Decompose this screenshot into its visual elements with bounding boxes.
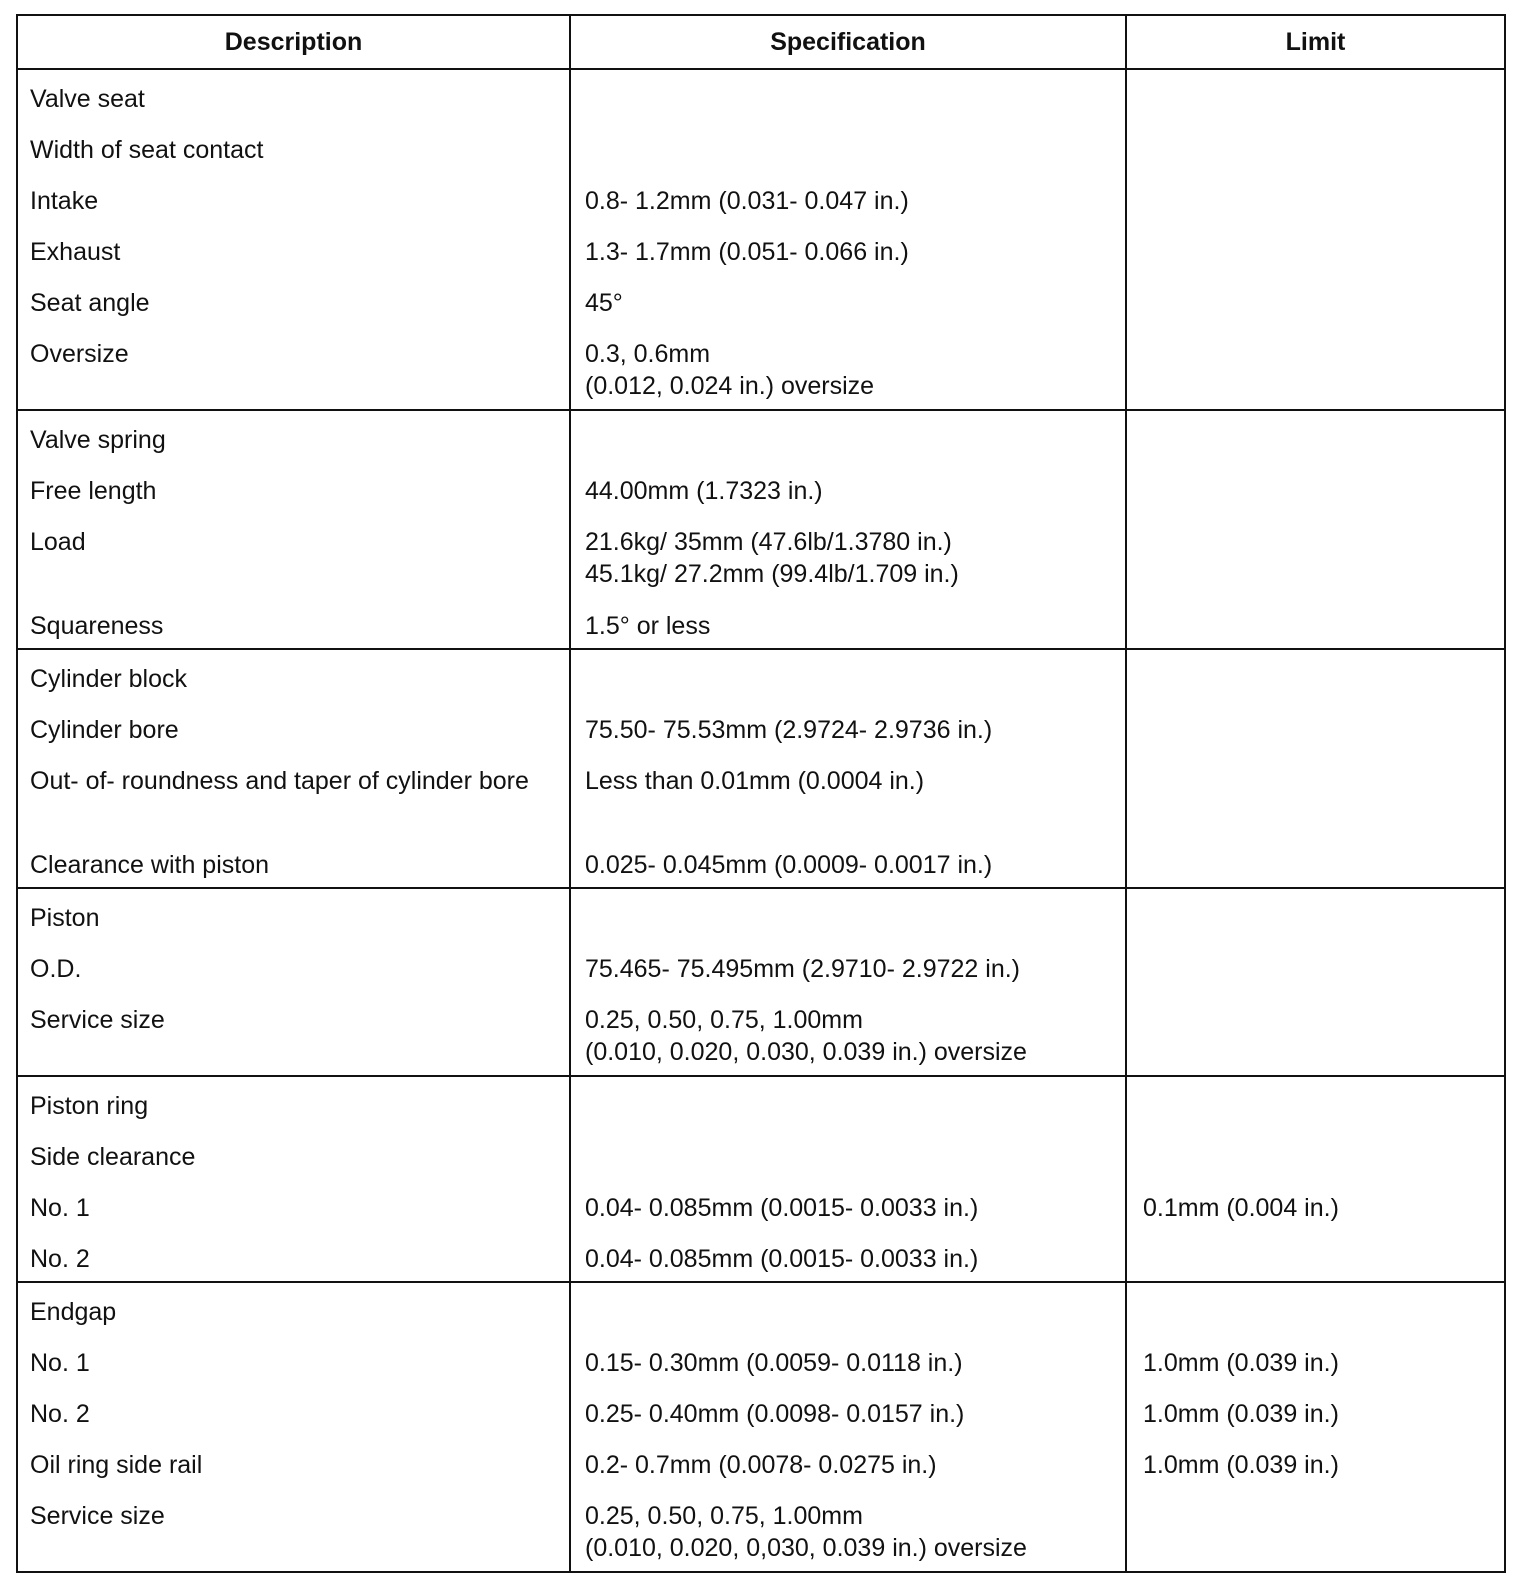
description-cell — [17, 410, 570, 649]
spec-line — [571, 513, 1125, 597]
limit-text: 1.0mm (0.039 in.) — [1143, 1451, 1339, 1479]
limit-line — [1127, 1077, 1504, 1128]
desc-text: Valve seat — [30, 85, 145, 113]
table-body — [17, 69, 1505, 1572]
spec-line — [571, 172, 1125, 223]
limit-cell — [1126, 888, 1505, 1076]
limit-cell — [1126, 410, 1505, 649]
desc-line — [18, 462, 569, 513]
limit-line — [1127, 1128, 1504, 1179]
limit-line — [1127, 172, 1504, 223]
spec-text: 45° — [585, 289, 623, 317]
spec-text: Less than 0.01mm (0.0004 in.) — [585, 767, 925, 795]
desc-text: Clearance with piston — [30, 851, 270, 879]
spec-text: 0.25, 0.50, 0.75, 1.00mm — [585, 1006, 863, 1034]
limit-line — [1127, 1334, 1504, 1385]
header-row — [17, 15, 1505, 69]
desc-text: Seat angle — [30, 289, 150, 317]
desc-line — [18, 991, 569, 1075]
spec-text: 1.5° or less — [585, 612, 711, 640]
desc-line — [18, 1487, 569, 1571]
spec-line — [571, 1230, 1125, 1281]
spec-line — [571, 1128, 1125, 1179]
limit-line — [1127, 889, 1504, 940]
spec-text-line2: (0.012, 0.024 in.) oversize — [585, 372, 875, 400]
desc-text: Endgap — [30, 1298, 117, 1326]
desc-text: No. 2 — [30, 1245, 90, 1273]
desc-text: No. 1 — [30, 1349, 90, 1377]
limit-line — [1127, 411, 1504, 462]
header-limit: Limit — [1126, 15, 1505, 69]
desc-text: O.D. — [30, 955, 82, 983]
desc-text: Free length — [30, 477, 157, 505]
desc-line — [18, 325, 569, 409]
desc-line — [18, 223, 569, 274]
specification-cell — [570, 1282, 1126, 1572]
spec-line — [571, 411, 1125, 462]
desc-text: Service size — [30, 1502, 165, 1530]
specification-cell — [570, 649, 1126, 888]
limit-text: 1.0mm (0.039 in.) — [1143, 1349, 1339, 1377]
desc-line — [18, 836, 569, 887]
limit-line — [1127, 70, 1504, 121]
desc-line — [18, 1283, 569, 1334]
desc-text: Oversize — [30, 340, 129, 368]
spec-line — [571, 1283, 1125, 1334]
spec-line — [571, 597, 1125, 648]
spec-line — [571, 70, 1125, 121]
limit-cell — [1126, 69, 1505, 410]
table-row — [17, 410, 1505, 649]
spec-line — [571, 836, 1125, 887]
description-cell — [17, 1282, 570, 1572]
header-specification: Specification — [570, 15, 1126, 69]
spec-line — [571, 325, 1125, 409]
spec-text-line2: (0.010, 0.020, 0,030, 0.039 in.) oversize — [585, 1534, 1027, 1562]
desc-text: Oil ring side rail — [30, 1451, 203, 1479]
limit-line — [1127, 121, 1504, 172]
limit-line — [1127, 940, 1504, 991]
desc-line — [18, 650, 569, 701]
desc-text: Exhaust — [30, 238, 121, 266]
desc-line — [18, 121, 569, 172]
spec-line — [571, 274, 1125, 325]
desc-line — [18, 940, 569, 991]
desc-line — [18, 1230, 569, 1281]
spec-line — [571, 1436, 1125, 1487]
limit-line — [1127, 1179, 1504, 1230]
desc-line — [18, 513, 569, 597]
desc-text: Service size — [30, 1006, 165, 1034]
desc-text: Side clearance — [30, 1143, 196, 1171]
desc-text: No. 2 — [30, 1400, 90, 1428]
limit-cell — [1126, 1282, 1505, 1572]
spec-line — [571, 701, 1125, 752]
specification-cell — [570, 410, 1126, 649]
table-row — [17, 69, 1505, 410]
spec-text: 21.6kg/ 35mm (47.6lb/1.3780 in.) — [585, 528, 952, 556]
spec-text: 0.3, 0.6mm — [585, 340, 711, 368]
spec-text: 0.025- 0.045mm (0.0009- 0.0017 in.) — [585, 851, 993, 879]
spec-line — [571, 1179, 1125, 1230]
desc-text: Out- of- roundness and taper of cylinder bore — [30, 767, 529, 795]
specification-cell — [570, 69, 1126, 410]
limit-line — [1127, 991, 1504, 1075]
spec-line — [571, 889, 1125, 940]
limit-line — [1127, 1487, 1504, 1571]
spec-line — [571, 1385, 1125, 1436]
limit-line — [1127, 701, 1504, 752]
desc-text: No. 1 — [30, 1194, 90, 1222]
desc-line — [18, 411, 569, 462]
limit-line — [1127, 325, 1504, 409]
limit-cell — [1126, 649, 1505, 888]
spec-text: 0.8- 1.2mm (0.031- 0.047 in.) — [585, 187, 909, 215]
table-row — [17, 888, 1505, 1076]
description-cell — [17, 649, 570, 888]
limit-line — [1127, 223, 1504, 274]
description-cell — [17, 1076, 570, 1282]
desc-line — [18, 752, 569, 836]
spec-text: 75.50- 75.53mm (2.9724- 2.9736 in.) — [585, 716, 993, 744]
desc-line — [18, 889, 569, 940]
limit-line — [1127, 650, 1504, 701]
table-row — [17, 1076, 1505, 1282]
description-cell — [17, 888, 570, 1076]
desc-line — [18, 70, 569, 121]
limit-text: 0.1mm (0.004 in.) — [1143, 1194, 1339, 1222]
spec-text: 0.2- 0.7mm (0.0078- 0.0275 in.) — [585, 1451, 937, 1479]
desc-line — [18, 1179, 569, 1230]
spec-text: 0.25- 0.40mm (0.0098- 0.0157 in.) — [585, 1400, 965, 1428]
spec-text: 44.00mm (1.7323 in.) — [585, 477, 823, 505]
spec-text: 0.04- 0.085mm (0.0015- 0.0033 in.) — [585, 1194, 979, 1222]
spec-text-line2: (0.010, 0.020, 0.030, 0.039 in.) oversize — [585, 1038, 1027, 1066]
spec-line — [571, 940, 1125, 991]
limit-line — [1127, 1385, 1504, 1436]
spec-text: 1.3- 1.7mm (0.051- 0.066 in.) — [585, 238, 909, 266]
desc-text: Width of seat contact — [30, 136, 264, 164]
spec-line — [571, 650, 1125, 701]
spec-text-line2: 45.1kg/ 27.2mm (99.4lb/1.709 in.) — [585, 560, 959, 588]
limit-line — [1127, 597, 1504, 648]
desc-line — [18, 172, 569, 223]
spec-line — [571, 752, 1125, 836]
desc-line — [18, 1128, 569, 1179]
description-cell — [17, 69, 570, 410]
limit-line — [1127, 1283, 1504, 1334]
spec-line — [571, 991, 1125, 1075]
desc-line — [18, 1385, 569, 1436]
specification-cell — [570, 888, 1126, 1076]
desc-text: Piston — [30, 904, 100, 932]
spec-text: 0.15- 0.30mm (0.0059- 0.0118 in.) — [585, 1349, 963, 1377]
spec-text: 0.04- 0.085mm (0.0015- 0.0033 in.) — [585, 1245, 979, 1273]
spec-line — [571, 1334, 1125, 1385]
header-description: Description — [17, 15, 570, 69]
spec-text: 75.465- 75.495mm (2.9710- 2.9722 in.) — [585, 955, 1020, 983]
specification-cell — [570, 1076, 1126, 1282]
limit-line — [1127, 1436, 1504, 1487]
limit-line — [1127, 462, 1504, 513]
limit-line — [1127, 274, 1504, 325]
spec-text: 0.25, 0.50, 0.75, 1.00mm — [585, 1502, 863, 1530]
table-row — [17, 1282, 1505, 1572]
desc-line — [18, 701, 569, 752]
spec-line — [571, 223, 1125, 274]
desc-line — [18, 1077, 569, 1128]
limit-line — [1127, 836, 1504, 887]
desc-text: Piston ring — [30, 1092, 149, 1120]
limit-cell — [1126, 1076, 1505, 1282]
desc-text: Cylinder block — [30, 665, 188, 693]
spec-line — [571, 1487, 1125, 1571]
spec-line — [571, 1077, 1125, 1128]
desc-text: Cylinder bore — [30, 716, 179, 744]
desc-text: Valve spring — [30, 426, 166, 454]
desc-text: Intake — [30, 187, 99, 215]
desc-line — [18, 1436, 569, 1487]
limit-line — [1127, 752, 1504, 836]
desc-text: Load — [30, 528, 86, 556]
desc-line — [18, 1334, 569, 1385]
table-row — [17, 649, 1505, 888]
desc-line — [18, 274, 569, 325]
desc-text: Squareness — [30, 612, 164, 640]
limit-line — [1127, 1230, 1504, 1281]
spec-line — [571, 121, 1125, 172]
spec-page — [16, 14, 1504, 1573]
limit-text: 1.0mm (0.039 in.) — [1143, 1400, 1339, 1428]
limit-line — [1127, 513, 1504, 597]
specification-table — [16, 14, 1506, 1573]
desc-line — [18, 597, 569, 648]
spec-line — [571, 462, 1125, 513]
